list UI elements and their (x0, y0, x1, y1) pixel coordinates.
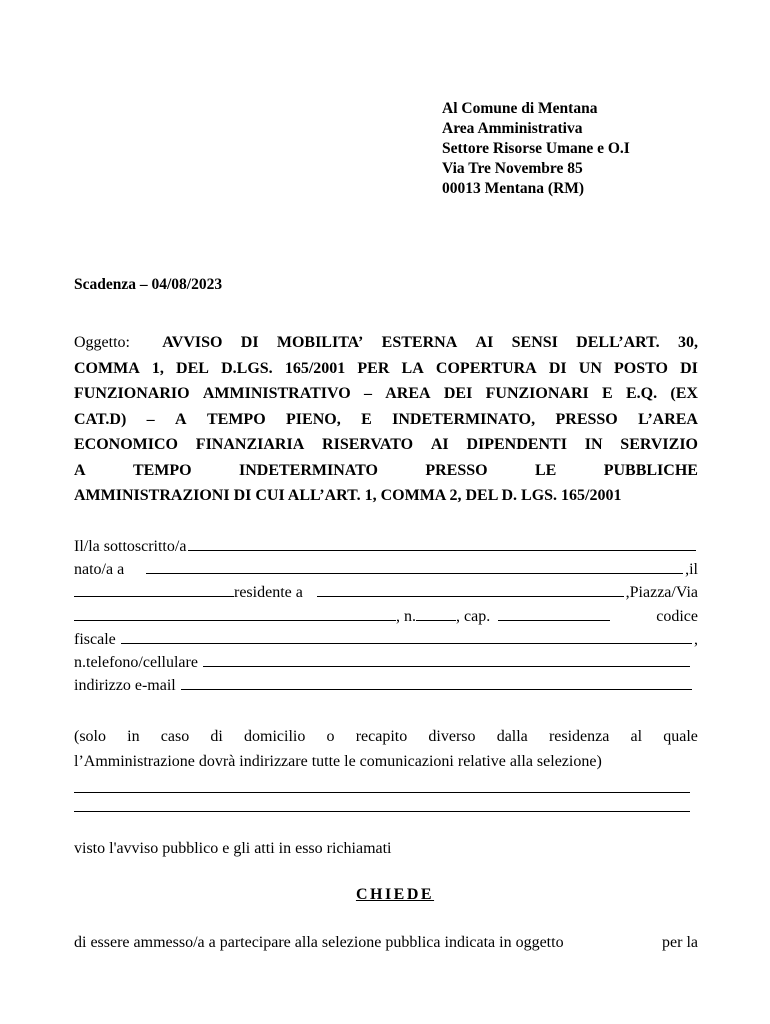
subject-word: PRESSO (425, 461, 488, 479)
note-line: l’Amministrazione dovrà indirizzare tutte le comunicazioni relative alla selezione) (74, 753, 602, 770)
subject-word: 165/2001 (284, 359, 346, 377)
subject-word: COPERTURA (435, 359, 537, 377)
domicile-field-1[interactable] (74, 774, 690, 793)
subject-word: LA (401, 359, 424, 377)
form-row-residence (74, 581, 698, 604)
subject-line (74, 330, 698, 356)
subject-word: – (363, 385, 372, 402)
note-word: diverso (428, 728, 476, 745)
subject-word: LE (534, 461, 557, 479)
applicant-form (74, 535, 698, 697)
subject-word: INDETERMINATO (238, 461, 378, 479)
subject-word: CAT.D) (74, 410, 127, 428)
subject-word: ESTERNA (381, 334, 458, 351)
subject-line (74, 381, 698, 407)
recipient-line: Via Tre Novembre 85 (442, 160, 583, 177)
request-text-end: per la (662, 934, 698, 951)
subject-word: E (602, 385, 613, 402)
subject-line: AMMINISTRAZIONI DI CUI ALL’ART. 1, COMMA 2, DEL D. LGS. 165/2001 (74, 487, 622, 504)
fiscal-comma: , (694, 630, 698, 648)
subject-label: Oggetto: (74, 334, 130, 351)
subject-word: SERVIZIO (620, 436, 698, 453)
email-label: indirizzo e-mail (74, 677, 176, 695)
cap-field[interactable] (498, 605, 610, 621)
domicile-field-2[interactable] (74, 793, 690, 812)
subject-word: DEL (176, 359, 209, 377)
subject-word: E.Q. (625, 385, 658, 402)
residence-field[interactable] (317, 581, 624, 597)
subject-word: RISERVATO (322, 436, 414, 453)
form-row-fiscal (74, 628, 698, 651)
subject-word: DI (680, 359, 698, 377)
subject-word: UN (578, 359, 602, 377)
birthplace-field[interactable] (146, 558, 683, 574)
cap-label: , cap. (456, 607, 491, 625)
phone-label: n.telefono/cellulare (74, 654, 198, 672)
deadline: Scadenza – 04/08/2023 (74, 276, 223, 293)
request-text: di essere ammesso/a a partecipare alla selezione pubblica indicata in oggetto (74, 934, 564, 951)
form-row-phone (74, 651, 698, 674)
resident-label: residente a (234, 584, 303, 602)
fiscal-label: fiscale (74, 630, 116, 648)
note-word: o (326, 728, 335, 745)
subject-word: POSTO (614, 359, 668, 377)
subject-word: 30, (677, 334, 698, 351)
recipient-address (442, 99, 630, 199)
chiede-heading (0, 886, 770, 904)
subject-word: SENSI (511, 334, 558, 351)
subject-word: ECONOMICO (74, 436, 178, 453)
subject-word: AMMINISTRATIVO (202, 385, 351, 402)
note-word: quale (663, 728, 698, 745)
subject-word: FUNZIONARIO (74, 385, 190, 402)
subject-word: DI (548, 359, 567, 377)
form-row-email (74, 674, 698, 697)
subject-word: D.LGS. (221, 359, 273, 377)
number-field[interactable] (416, 605, 456, 621)
form-row-undersigned (74, 535, 698, 558)
subject-block (74, 330, 698, 509)
note-word: dalla (496, 728, 528, 745)
note-word: al (630, 728, 643, 745)
subject-word: FUNZIONARI (485, 385, 589, 402)
subject-word: TEMPO (132, 461, 192, 479)
note-word: domicilio (244, 728, 306, 745)
recipient-line: Al Comune di Mentana (442, 100, 598, 117)
undersigned-label: Il/la sottoscritto/a (74, 538, 187, 555)
subject-word: TEMPO (206, 410, 266, 428)
note-word: caso (160, 728, 190, 745)
note-word: residenza (548, 728, 610, 745)
subject-word: A (74, 461, 86, 479)
request-paragraph (74, 934, 698, 952)
note-word: (solo (74, 728, 106, 745)
born-label: nato/a a (74, 561, 125, 579)
chiede-text: CHIEDE (355, 886, 435, 903)
note-word: in (127, 728, 140, 745)
note-word: recapito (355, 728, 408, 745)
form-row-birth (74, 558, 698, 581)
subject-word: DELL’ART. (576, 334, 660, 351)
subject-word: AI (430, 436, 449, 453)
recipient-line: Settore Risorse Umane e O.I (442, 140, 630, 157)
subject-line (74, 356, 698, 382)
email-field[interactable] (181, 674, 692, 690)
note-word: di (210, 728, 223, 745)
subject-word: (EX (670, 385, 698, 402)
subject-word: PER (357, 359, 390, 377)
birthdate-label: ,il (685, 561, 698, 579)
tax-code-label: codice (656, 607, 698, 625)
subject-word: AVVISO (162, 334, 223, 351)
undersigned-field[interactable] (188, 535, 696, 551)
recipient-line: Area Amministrativa (442, 120, 583, 137)
street-field[interactable] (74, 605, 396, 621)
subject-word: DEI (443, 385, 473, 402)
form-row-address (74, 605, 698, 628)
subject-line (74, 458, 698, 484)
visto-paragraph: visto l'avviso pubblico e gli atti in esso richiamati (74, 840, 392, 857)
subject-word: E (361, 410, 372, 428)
tax-code-field[interactable] (121, 628, 692, 644)
subject-word: PUBBLICHE (603, 461, 698, 479)
subject-word: INDETERMINATO, (392, 410, 536, 428)
subject-word: – (146, 410, 155, 428)
phone-field[interactable] (203, 651, 690, 667)
subject-word: PIENO, (286, 410, 341, 428)
subject-line (74, 432, 698, 458)
birthdate-field[interactable] (74, 581, 234, 597)
subject-word: L’AREA (638, 410, 698, 428)
domicile-note (74, 724, 698, 812)
subject-word: PRESSO (555, 410, 618, 428)
recipient-line: 00013 Mentana (RM) (442, 180, 585, 197)
subject-word: COMMA (74, 359, 140, 377)
subject-word: FINANZIARIA (195, 436, 305, 453)
subject-line (74, 407, 698, 433)
note-line (74, 724, 698, 749)
subject-word: IN (584, 436, 603, 453)
subject-word: DIPENDENTI (466, 436, 567, 453)
subject-word: 1, (151, 359, 164, 377)
subject-word: AREA (385, 385, 431, 402)
number-label: , n. (396, 607, 416, 625)
street-label: ,Piazza/Via (625, 584, 698, 602)
subject-word: A (175, 410, 187, 428)
subject-word: MOBILITA’ (276, 334, 364, 351)
subject-word: AI (475, 334, 494, 351)
subject-word: DI (240, 334, 259, 351)
